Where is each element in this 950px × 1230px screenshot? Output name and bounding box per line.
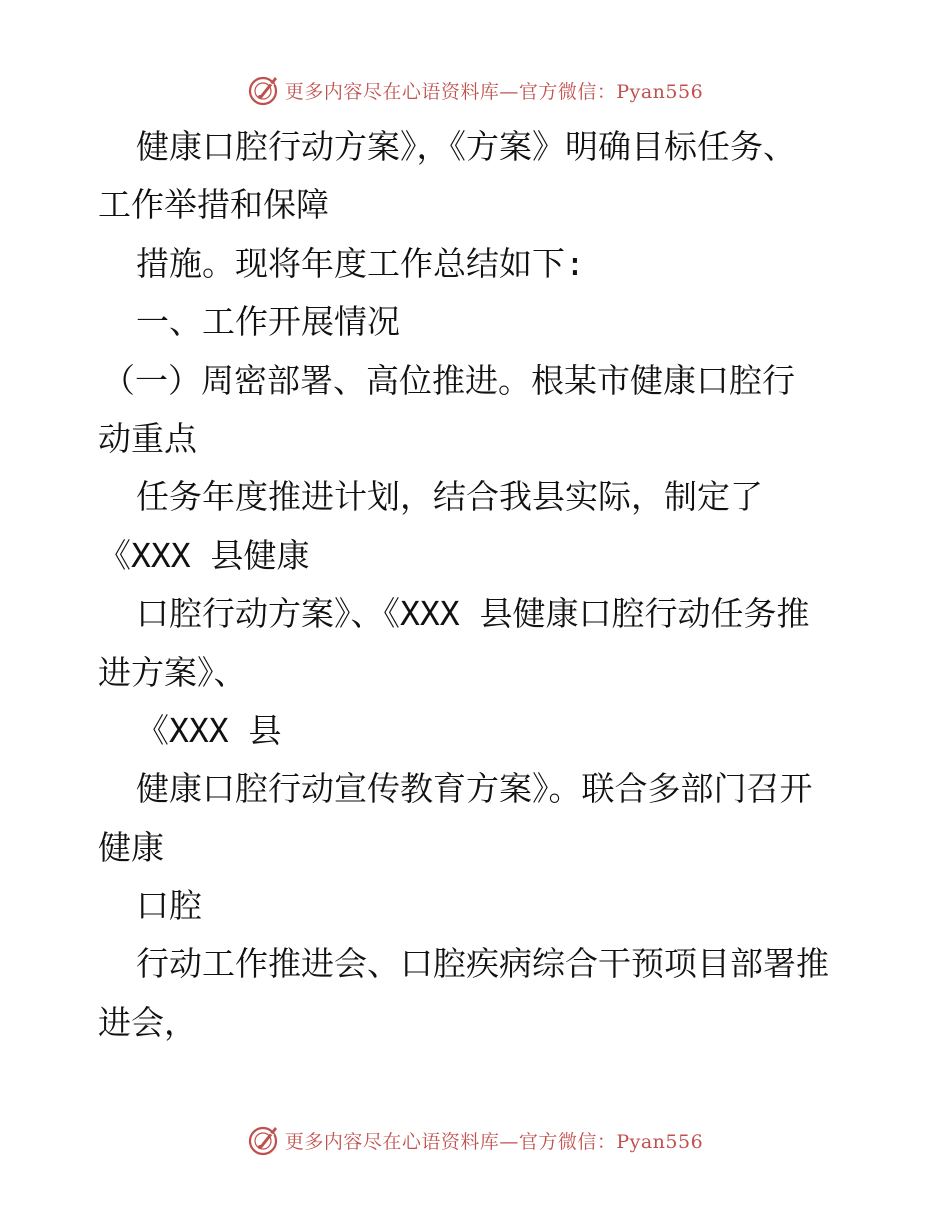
text-line: 进方案》、 <box>98 652 247 692</box>
text-line: 动重点 <box>98 418 197 458</box>
text-line: 口腔 <box>136 886 202 926</box>
text-line: 任务年度推进计划，结合我县实际，制定了 <box>136 477 763 517</box>
text-line: 健康 <box>98 827 164 867</box>
text-line: 《XXX 县健康 <box>98 535 310 575</box>
text-line: 措施。现将年度工作总结如下: <box>136 243 585 283</box>
text-line: 健康口腔行动宣传教育方案》。联合多部门召开 <box>136 769 813 809</box>
text-line: 进会， <box>98 1002 197 1042</box>
watermark-text: 更多内容尽在心语资料库—官方微信：Pyan556 <box>284 80 704 103</box>
watermark-banner-bottom <box>0 1120 950 1160</box>
text-line: 健康口腔行动方案》，《方案》明确目标任务、 <box>136 127 796 166</box>
section-heading: 一、工作开展情况 <box>136 302 400 342</box>
subsection-heading: （一）周密部署、高位推进。根某市健康口腔行 <box>102 360 795 400</box>
quill-logo-icon <box>247 73 281 107</box>
watermark-banner-top <box>0 70 950 110</box>
text-line: 《XXX 县 <box>136 710 282 750</box>
text-line: 行动工作推进会、口腔疾病综合干预项目部署推 <box>136 944 829 984</box>
text-line: 口腔行动方案》、《XXX 县健康口腔行动任务推 <box>136 594 810 634</box>
quill-logo-icon <box>247 1123 281 1157</box>
text-line: 工作举措和保障 <box>98 185 329 225</box>
watermark-text: 更多内容尽在心语资料库—官方微信：Pyan556 <box>284 1130 704 1153</box>
document-body <box>98 118 858 1052</box>
